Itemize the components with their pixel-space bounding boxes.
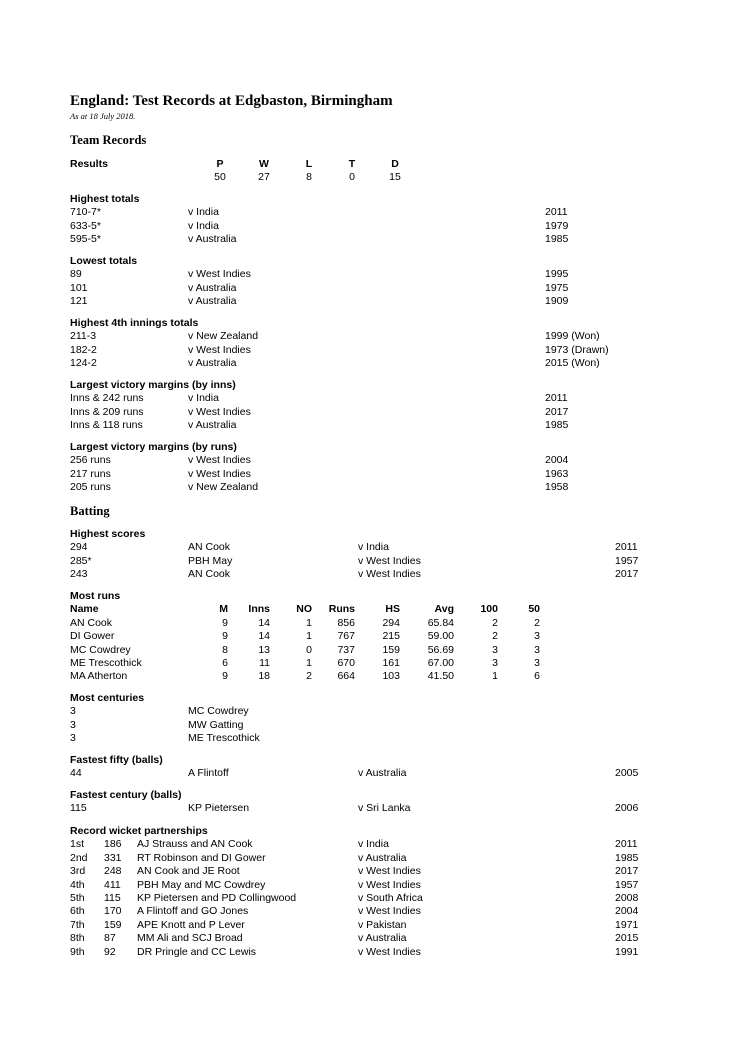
- pair-cell: APE Knott and P Lever: [137, 918, 245, 931]
- table-row: [70, 670, 690, 683]
- wicket-cell: 1st: [70, 838, 85, 851]
- no-cell: 1: [306, 656, 312, 669]
- year-cell: 2004: [615, 905, 639, 918]
- runs-cell: 670: [337, 656, 355, 669]
- no-cell: 1: [306, 616, 312, 629]
- year-cell: 2011: [615, 838, 638, 851]
- player-cell: MW Gatting: [188, 718, 244, 731]
- score-cell: 710-7*: [70, 206, 101, 219]
- opponent-cell: v West Indies: [188, 405, 251, 418]
- pair-cell: DR Pringle and CC Lewis: [137, 945, 257, 958]
- wicket-cell: 7th: [70, 918, 85, 931]
- year-cell: 2011: [545, 206, 568, 219]
- player-cell: KP Pietersen: [188, 802, 250, 815]
- count-cell: 3: [70, 718, 76, 731]
- hs-cell: 294: [382, 616, 400, 629]
- opponent-cell: v India: [358, 541, 389, 554]
- opponent-cell: v India: [188, 392, 219, 405]
- table-row: [70, 406, 690, 419]
- highest-totals-block: [70, 193, 690, 247]
- runs-cell: 248: [104, 865, 122, 878]
- avg-cell: 59.00: [427, 630, 454, 643]
- table-row: [70, 946, 690, 959]
- table-row: [70, 617, 690, 630]
- m-cell: 8: [222, 643, 228, 656]
- results-value-t: 0: [349, 171, 355, 184]
- wicket-cell: 2nd: [70, 851, 88, 864]
- score-cell: 285*: [70, 554, 92, 567]
- results-header-p: P: [216, 158, 224, 170]
- opponent-cell: v Australia: [188, 357, 237, 370]
- opponent-cell: v West Indies: [358, 568, 421, 581]
- year-cell: 2015: [615, 932, 639, 945]
- year-cell: 2005: [615, 767, 639, 780]
- col-header-m: M: [219, 603, 228, 616]
- inns-cell: 18: [258, 670, 270, 683]
- table-row: [70, 905, 690, 918]
- fastest-century-heading: Fastest century (balls): [70, 789, 182, 801]
- hs-cell: 161: [382, 656, 400, 669]
- player-cell: AN Cook: [188, 541, 231, 554]
- table-row: [70, 295, 690, 308]
- wicket-cell: 6th: [70, 905, 85, 918]
- table-row: [70, 919, 690, 932]
- highest-4th-innings-block: [70, 317, 690, 371]
- results-block: [70, 158, 690, 185]
- avg-cell: 41.50: [427, 670, 454, 683]
- margin-cell: 256 runs: [70, 454, 111, 467]
- opponent-cell: v West Indies: [358, 878, 421, 891]
- opponent-cell: v India: [358, 838, 389, 851]
- m-cell: 6: [222, 656, 228, 669]
- opponent-cell: v Australia: [358, 932, 407, 945]
- results-header-t: T: [348, 158, 356, 170]
- col-header-name: Name: [70, 603, 99, 616]
- score-cell: 294: [70, 541, 88, 554]
- runs-cell: 411: [104, 878, 121, 891]
- balls-cell: 115: [70, 802, 87, 815]
- victory-inns-block: [70, 379, 690, 433]
- opponent-cell: v South Africa: [358, 891, 423, 904]
- table-row: [70, 719, 690, 732]
- col-header-avg: Avg: [434, 603, 454, 616]
- col-header-100: 100: [480, 603, 498, 616]
- col-header-no: NO: [296, 603, 312, 616]
- fifties-cell: 3: [534, 630, 540, 643]
- team-records-heading: Team Records: [70, 133, 147, 147]
- opponent-cell: v Sri Lanka: [358, 802, 411, 815]
- table-row: [70, 268, 690, 281]
- score-cell: 101: [70, 281, 88, 294]
- count-cell: 3: [70, 705, 76, 718]
- table-row: [70, 220, 690, 233]
- table-row: [70, 657, 690, 670]
- fastest-century-block: [70, 789, 690, 816]
- pair-cell: KP Pietersen and PD Collingwood: [137, 891, 297, 904]
- table-row: [70, 481, 690, 494]
- score-cell: 595-5*: [70, 233, 101, 246]
- hundreds-cell: 3: [492, 643, 498, 656]
- hundreds-cell: 2: [492, 630, 498, 643]
- table-row: [70, 454, 690, 467]
- pair-cell: MM Ali and SCJ Broad: [137, 932, 243, 945]
- name-cell: AN Cook: [70, 616, 113, 629]
- table-row: [70, 468, 690, 481]
- score-cell: 89: [70, 268, 82, 281]
- opponent-cell: v New Zealand: [188, 330, 259, 343]
- pair-cell: PBH May and MC Cowdrey: [137, 878, 266, 891]
- hundreds-cell: 3: [492, 656, 498, 669]
- col-header-inns: Inns: [248, 603, 270, 616]
- player-cell: MC Cowdrey: [188, 705, 249, 718]
- opponent-cell: v West Indies: [358, 945, 421, 958]
- col-header-hs: HS: [385, 603, 400, 616]
- table-row: [70, 233, 690, 246]
- name-cell: ME Trescothick: [70, 656, 142, 669]
- opponent-cell: v West Indies: [188, 454, 251, 467]
- year-cell: 1909: [545, 295, 569, 308]
- results-header-w: W: [259, 158, 269, 170]
- table-row: [70, 932, 690, 945]
- col-header-50: 50: [528, 603, 540, 616]
- balls-cell: 44: [70, 767, 82, 780]
- opponent-cell: v West Indies: [358, 554, 421, 567]
- runs-cell: 331: [104, 851, 122, 864]
- player-cell: ME Trescothick: [188, 732, 260, 745]
- year-cell: 2011: [545, 392, 568, 405]
- results-header-d: D: [391, 158, 399, 170]
- year-cell: 2017: [615, 865, 639, 878]
- runs-cell: 159: [104, 918, 122, 931]
- year-cell: 1979: [545, 219, 569, 232]
- year-cell: 2017: [545, 405, 569, 418]
- opponent-cell: v Australia: [188, 295, 237, 308]
- highest-totals-heading: Highest totals: [70, 193, 140, 205]
- fifties-cell: 3: [534, 656, 540, 669]
- margin-cell: 205 runs: [70, 481, 111, 494]
- victory-runs-heading: Largest victory margins (by runs): [70, 441, 237, 453]
- opponent-cell: v West Indies: [358, 905, 421, 918]
- opponent-cell: v India: [188, 219, 219, 232]
- table-row: [70, 630, 690, 643]
- partnerships-heading: Record wicket partnerships: [70, 825, 208, 837]
- highest-4th-innings-heading: Highest 4th innings totals: [70, 317, 199, 329]
- runs-cell: 664: [337, 670, 355, 683]
- year-cell: 1991: [615, 945, 639, 958]
- runs-cell: 186: [104, 838, 122, 851]
- table-row: [70, 767, 690, 780]
- most-centuries-heading: Most centuries: [70, 692, 145, 704]
- year-cell: 2015 (Won): [545, 357, 600, 370]
- pair-cell: A Flintoff and GO Jones: [137, 905, 249, 918]
- victory-inns-heading: Largest victory margins (by inns): [70, 379, 236, 391]
- results-value-w: 27: [258, 171, 270, 184]
- year-cell: 1973 (Drawn): [545, 343, 609, 356]
- opponent-cell: v West Indies: [188, 343, 251, 356]
- m-cell: 9: [222, 616, 228, 629]
- table-row: [70, 392, 690, 405]
- m-cell: 9: [222, 630, 228, 643]
- highest-scores-heading: Highest scores: [70, 528, 146, 540]
- table-row: [70, 838, 690, 851]
- fastest-fifty-block: [70, 754, 690, 781]
- highest-scores-block: [70, 528, 690, 582]
- opponent-cell: v Australia: [188, 419, 237, 432]
- runs-cell: 115: [104, 891, 121, 904]
- victory-runs-block: [70, 441, 690, 495]
- margin-cell: 217 runs: [70, 467, 111, 480]
- table-row: [70, 357, 690, 370]
- lowest-totals-heading: Lowest totals: [70, 255, 138, 267]
- pair-cell: RT Robinson and DI Gower: [137, 851, 266, 864]
- score-cell: 211-3: [70, 330, 97, 343]
- opponent-cell: v Australia: [358, 851, 407, 864]
- name-cell: MA Atherton: [70, 670, 128, 683]
- opponent-cell: v West Indies: [188, 467, 251, 480]
- fifties-cell: 6: [534, 670, 540, 683]
- hs-cell: 215: [382, 630, 400, 643]
- runs-cell: 92: [104, 945, 116, 958]
- runs-cell: 170: [104, 905, 122, 918]
- no-cell: 1: [306, 630, 312, 643]
- table-row: [70, 555, 690, 568]
- year-cell: 1985: [545, 419, 569, 432]
- table-row: [70, 732, 690, 745]
- table-row: [70, 419, 690, 432]
- table-row: [70, 802, 690, 815]
- batting-heading: Batting: [70, 504, 110, 518]
- table-row: [70, 705, 690, 718]
- lowest-totals-block: [70, 255, 690, 309]
- year-cell: 2008: [615, 891, 639, 904]
- col-header-runs: Runs: [328, 603, 355, 616]
- margin-cell: Inns & 118 runs: [70, 419, 143, 432]
- score-cell: 243: [70, 568, 88, 581]
- year-cell: 1995: [545, 268, 569, 281]
- runs-cell: 767: [337, 630, 355, 643]
- m-cell: 9: [222, 670, 228, 683]
- score-cell: 121: [70, 295, 88, 308]
- hundreds-cell: 1: [492, 670, 498, 683]
- margin-cell: Inns & 209 runs: [70, 405, 144, 418]
- inns-cell: 14: [258, 616, 270, 629]
- page-title: England: Test Records at Edgbaston, Birmingham: [70, 93, 393, 109]
- table-row: [70, 282, 690, 295]
- pair-cell: AN Cook and JE Root: [137, 865, 240, 878]
- opponent-cell: v New Zealand: [188, 481, 259, 494]
- wicket-cell: 8th: [70, 932, 85, 945]
- wicket-cell: 4th: [70, 878, 85, 891]
- year-cell: 1985: [545, 233, 569, 246]
- most-runs-block: [70, 590, 690, 684]
- opponent-cell: v West Indies: [188, 268, 251, 281]
- year-cell: 2017: [615, 568, 639, 581]
- year-cell: 1957: [615, 554, 639, 567]
- runs-cell: 737: [337, 643, 355, 656]
- most-runs-heading: Most runs: [70, 590, 121, 602]
- fifties-cell: 2: [534, 616, 540, 629]
- pair-cell: AJ Strauss and AN Cook: [137, 838, 253, 851]
- most-runs-header-row: [70, 603, 690, 616]
- opponent-cell: v Australia: [188, 233, 237, 246]
- inns-cell: 11: [259, 656, 270, 669]
- score-cell: 124-2: [70, 357, 97, 370]
- table-row: [70, 892, 690, 905]
- inns-cell: 14: [258, 630, 270, 643]
- results-label: Results: [70, 158, 108, 170]
- year-cell: 1971: [615, 918, 639, 931]
- opponent-cell: v West Indies: [358, 865, 421, 878]
- results-value-p: 50: [214, 171, 226, 184]
- wicket-cell: 3rd: [70, 865, 86, 878]
- table-row: [70, 852, 690, 865]
- no-cell: 0: [306, 643, 312, 656]
- avg-cell: 67.00: [427, 656, 454, 669]
- table-row: [70, 865, 690, 878]
- table-row: [70, 344, 690, 357]
- year-cell: 1963: [545, 467, 569, 480]
- year-cell: 1985: [615, 851, 639, 864]
- table-row: [70, 541, 690, 554]
- most-centuries-block: [70, 692, 690, 746]
- year-cell: 1975: [545, 281, 569, 294]
- no-cell: 2: [306, 670, 312, 683]
- player-cell: AN Cook: [188, 568, 231, 581]
- hs-cell: 159: [382, 643, 400, 656]
- table-row: [70, 568, 690, 581]
- results-header-l: L: [305, 158, 313, 170]
- opponent-cell: v Pakistan: [358, 918, 407, 931]
- count-cell: 3: [70, 732, 76, 745]
- results-value-l: 8: [306, 171, 312, 184]
- year-cell: 1958: [545, 481, 569, 494]
- table-row: [70, 644, 690, 657]
- table-row: [70, 879, 690, 892]
- results-value-d: 15: [389, 171, 401, 184]
- fifties-cell: 3: [534, 643, 540, 656]
- opponent-cell: v Australia: [358, 767, 407, 780]
- document-page: [70, 0, 690, 1056]
- fastest-fifty-heading: Fastest fifty (balls): [70, 754, 163, 766]
- partnerships-block: [70, 825, 690, 959]
- wicket-cell: 5th: [70, 891, 85, 904]
- player-cell: A Flintoff: [188, 767, 229, 780]
- year-cell: 2006: [615, 802, 639, 815]
- name-cell: DI Gower: [70, 630, 115, 643]
- margin-cell: Inns & 242 runs: [70, 392, 144, 405]
- table-row: [70, 330, 690, 343]
- player-cell: PBH May: [188, 554, 233, 567]
- page-subtitle: As at 18 July 2018.: [70, 111, 136, 121]
- year-cell: 2011: [615, 541, 638, 554]
- opponent-cell: v Australia: [188, 281, 237, 294]
- table-row: [70, 206, 690, 219]
- avg-cell: 56.69: [427, 643, 454, 656]
- hundreds-cell: 2: [492, 616, 498, 629]
- score-cell: 182-2: [70, 343, 97, 356]
- year-cell: 1999 (Won): [545, 330, 600, 343]
- wicket-cell: 9th: [70, 945, 85, 958]
- runs-cell: 87: [104, 932, 116, 945]
- hs-cell: 103: [382, 670, 400, 683]
- runs-cell: 856: [337, 616, 355, 629]
- year-cell: 1957: [615, 878, 639, 891]
- score-cell: 633-5*: [70, 219, 101, 232]
- year-cell: 2004: [545, 454, 569, 467]
- opponent-cell: v India: [188, 206, 219, 219]
- inns-cell: 13: [258, 643, 270, 656]
- avg-cell: 65.84: [427, 616, 454, 629]
- name-cell: MC Cowdrey: [70, 643, 131, 656]
